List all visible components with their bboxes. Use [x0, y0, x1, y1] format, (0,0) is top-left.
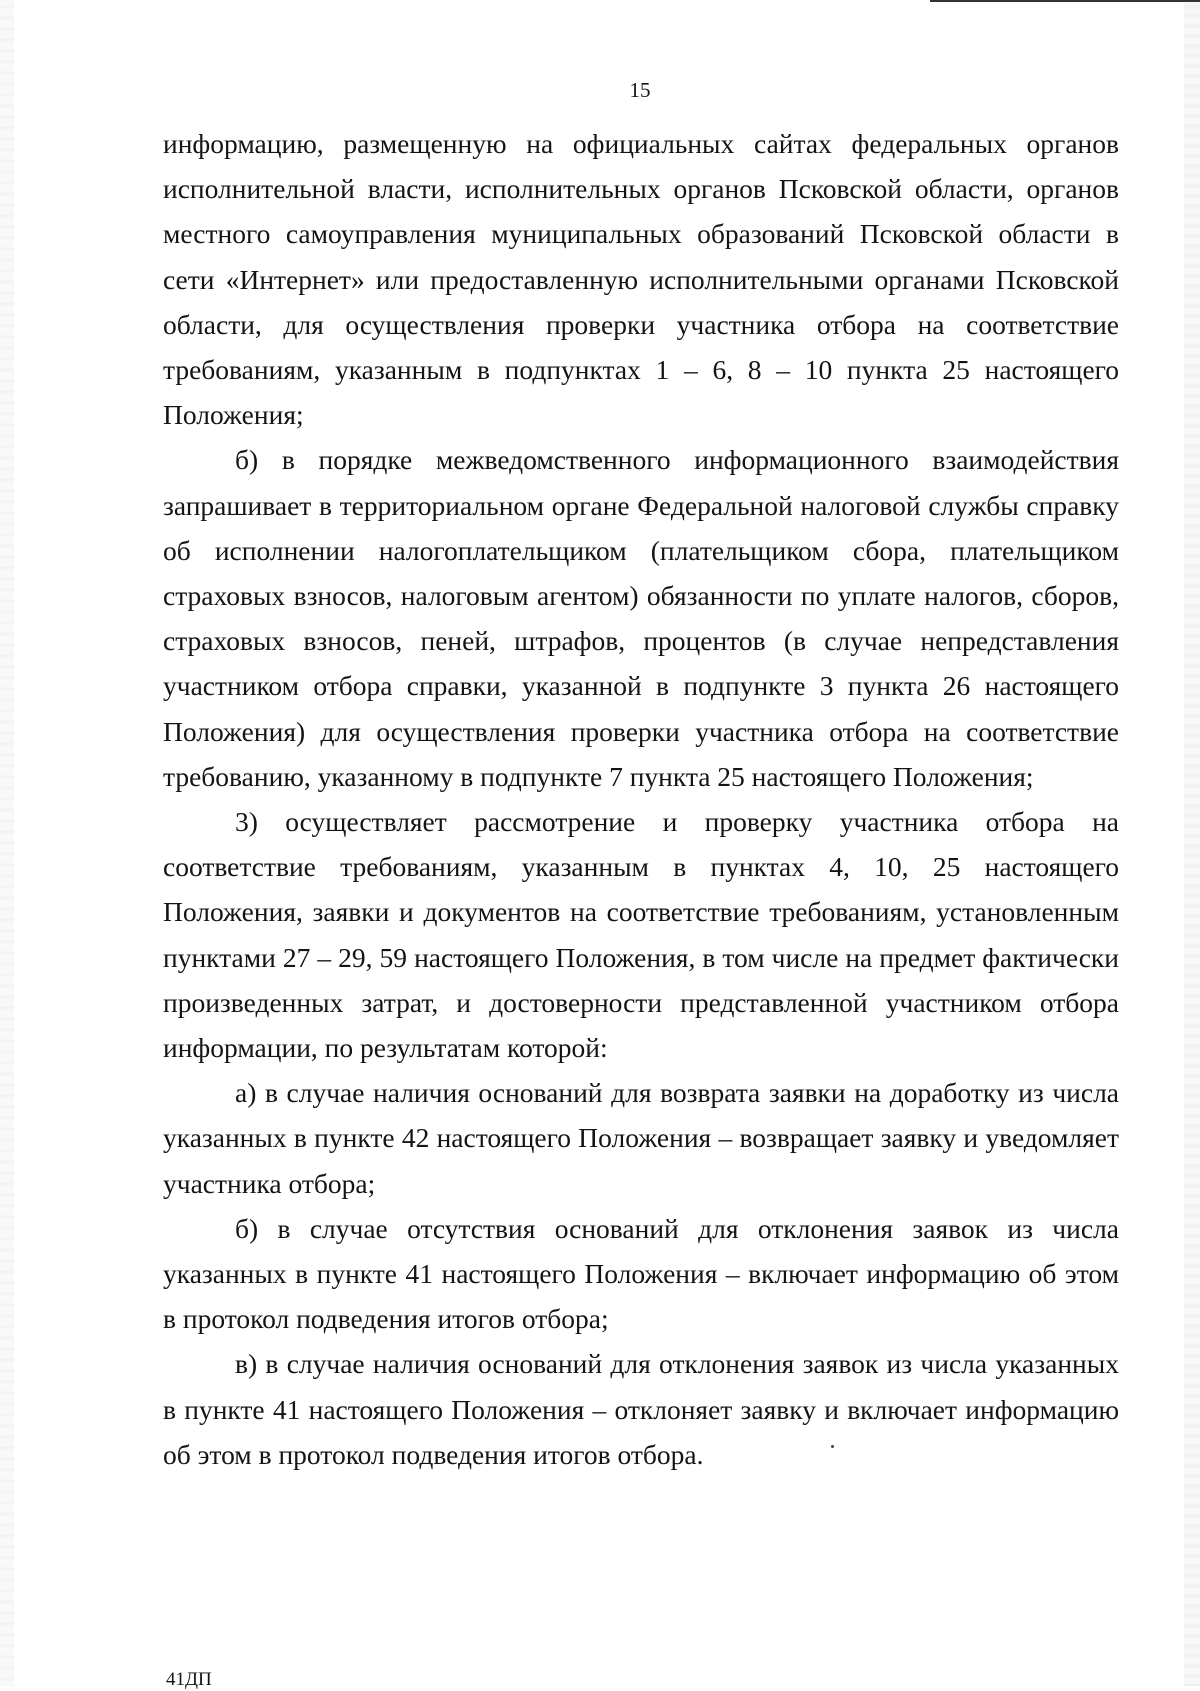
paragraph-continuation: информацию, размещенную на официальных сайтах федеральных органов исполнительной власти, исполнительных органов Псковской области, органов местного самоуправления муниципальных образований Псковской области в сети «Интернет» или предоставленную исполнительными органами Псковской области, для осуществления проверки участника отбора на соответствие требованиям, указанным в подпунктах 1 – 6, 8 – 10 пункта 25 настоящего Положения; — [163, 128, 1119, 431]
paragraph-subitem-b-include: б) в случае отсутствия оснований для отклонения заявок из числа указанных в пункте 41 настоящего Положения – включает информацию об этом в протокол подведения итогов отбора; — [163, 1212, 1119, 1335]
scan-edge-right — [1184, 0, 1200, 1686]
document-body — [163, 121, 1119, 1477]
scan-speck — [831, 1445, 834, 1448]
paragraph-item-3-review: 3) осуществляет рассмотрение и проверку участника отбора на соответствие требованиям, указанным в пунктах 4, 10, 25 настоящего Положения, заявки и документов на соответствие требованиям, установленным пунктами 27 – 29, 59 настоящего Положения, в том числе на предмет фактически произведенных затрат, и достоверности представленной участником отбора информации, по результатам которой: — [163, 806, 1119, 1064]
scan-edge-left — [0, 0, 14, 1686]
document-code: 41ДП — [166, 1669, 212, 1690]
paragraph-subitem-v-reject: в) в случае наличия оснований для отклонения заявок из числа указанных в пункте 41 настоящего Положения – отклоняет заявку и включает информацию об этом в протокол подведения итогов отбора. — [163, 1348, 1119, 1470]
top-rule — [930, 0, 1200, 2]
page-number: 15 — [629, 78, 651, 102]
paragraph-subitem-a-return: а) в случае наличия оснований для возврата заявки на доработку из числа указанных в пункте 42 настоящего Положения – возвращает заявку и уведомляет участника отбора; — [163, 1077, 1119, 1199]
paragraph-subitem-b-request: б) в порядке межведомственного информационного взаимодействия запрашивает в территориальном органе Федеральной налоговой службы справку об исполнении налогоплательщиком (плательщиком сбора, плательщиком страховых взносов, налоговым агентом) обязанности по уплате налогов, сборов, страховых взносов, пеней, штрафов, процентов (в случае непредставления участником отбора справки, указанной в подпункте 3 пункта 26 настоящего Положения) для осуществления проверки участника отбора на соответствие требованию, указанному в подпункте 7 пункта 25 настоящего Положения; — [163, 444, 1119, 792]
